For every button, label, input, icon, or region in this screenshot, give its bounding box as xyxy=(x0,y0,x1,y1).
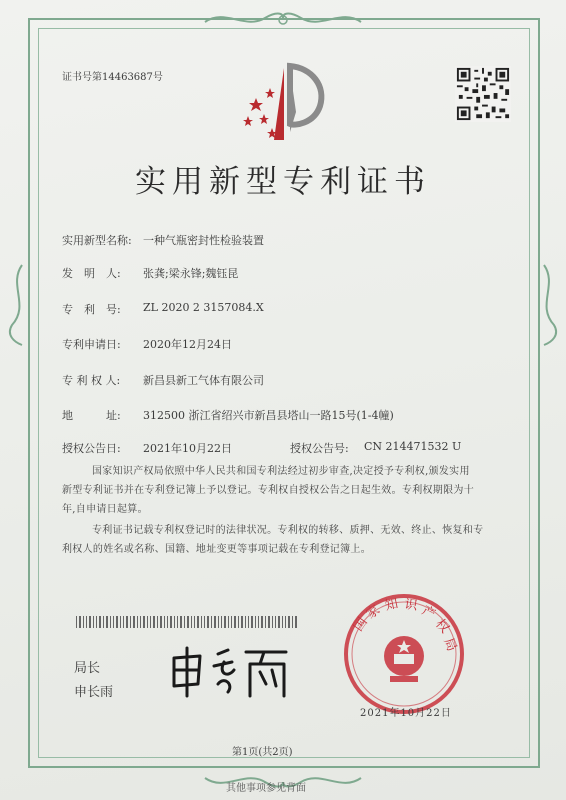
cnipa-logo xyxy=(234,62,330,144)
address-label: 地 址: xyxy=(62,409,121,422)
application-date-value: 2020年12月24日 xyxy=(143,338,232,351)
announcement-date-label: 授权公告日: xyxy=(62,442,121,455)
paragraph-1-line-1: 国家知识产权局依照中华人民共和国专利法经过初步审查,决定授予专利权,颁发实用 xyxy=(92,466,470,477)
director-name: 申长雨 xyxy=(74,685,114,700)
announcement-date-value: 2021年10月22日 xyxy=(143,442,232,455)
svg-text:识: 识 xyxy=(403,597,419,614)
patent-number-label: 专 利 号: xyxy=(62,303,121,316)
right-ornament xyxy=(538,260,566,350)
svg-text:权: 权 xyxy=(432,616,452,637)
svg-text:局: 局 xyxy=(440,635,460,654)
svg-text:国: 国 xyxy=(350,615,371,635)
paragraph-1-line-3: 年,自申请日起算。 xyxy=(62,504,148,515)
address-value: 312500 浙江省绍兴市新昌县塔山一路15号(1-4幢) xyxy=(143,409,394,422)
official-seal xyxy=(342,592,466,716)
application-date-label: 专利申请日: xyxy=(62,338,121,351)
paragraph-2-line-2: 利权人的姓名或名称、国籍、地址变更等事项记载在专利登记簿上。 xyxy=(62,544,371,555)
announcement-number-value: CN 214471532 U xyxy=(364,440,462,453)
qr-code xyxy=(455,66,511,122)
inventor-label: 发 明 人: xyxy=(62,267,121,280)
name-value: 一种气瓶密封性检验装置 xyxy=(143,234,264,247)
page-number: 第1页(共2页) xyxy=(232,747,293,758)
paragraph-2-line-1: 专利证书记载专利权登记时的法律状况。专利权的转移、质押、无效、终止、恢复和专 xyxy=(92,525,484,536)
back-note: 其他事项参见背面 xyxy=(226,783,306,794)
left-ornament xyxy=(0,260,30,350)
director-title: 局长 xyxy=(74,661,101,676)
certificate-title: 实用新型专利证书 xyxy=(135,164,431,200)
paragraph-1-line-2: 新型专利证书并在专利登记簿上予以登记。专利权自授权公告之日起生效。专利权期限为十 xyxy=(62,485,474,496)
name-label: 实用新型名称: xyxy=(62,234,132,247)
patentee-value: 新昌县新工气体有限公司 xyxy=(143,374,264,387)
seal-date: 2021年10月22日 xyxy=(360,708,452,719)
certificate-number: 证书号第14463687号 xyxy=(62,72,163,83)
svg-text:家: 家 xyxy=(363,602,383,623)
barcode xyxy=(76,612,301,634)
inventor-value: 张龚;梁永锋;魏钰昆 xyxy=(143,267,239,280)
patent-number-value: ZL 2020 2 3157084.X xyxy=(143,301,264,314)
svg-text:知: 知 xyxy=(383,596,400,614)
top-ornament xyxy=(200,8,366,30)
patentee-label: 专 利 权 人: xyxy=(62,374,121,387)
announcement-number-label: 授权公告号: xyxy=(290,442,349,455)
svg-text:产: 产 xyxy=(419,603,438,623)
handwritten-signature xyxy=(168,640,296,700)
